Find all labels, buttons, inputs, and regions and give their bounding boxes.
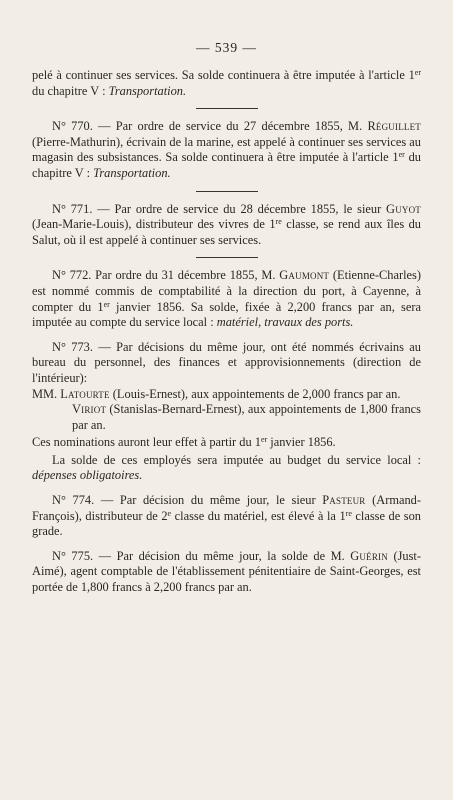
entry-773-rest1: (Louis-Ernest), aux appointements de 2,000 francs par an. bbox=[109, 386, 401, 401]
entry-775-rest: (Just-Aimé), agent comptable de l'établissement pénitentiaire de Saint-Georges, est portée de 1,800 francs à 2,200 francs par an. bbox=[32, 548, 422, 595]
entry-773-solde-text: La solde de ces employés sera imputée au budget du service local : bbox=[52, 452, 421, 467]
entry-772-rest2: janvier 1856. Sa solde, fixée à 2,200 francs par an, sera imputée au compte du service local : bbox=[32, 299, 421, 330]
entry-775-name: Guérin bbox=[350, 548, 388, 563]
entry-773-name1: Latourte bbox=[60, 386, 110, 401]
entry-773-effect-text: Ces nominations auront leur effet à partir du 1 bbox=[32, 435, 261, 450]
entry-770-name: Réguillet bbox=[367, 119, 421, 134]
entry-772-italic1: matériel bbox=[216, 315, 259, 330]
entry-773-name2: Viriot bbox=[72, 402, 107, 417]
entry-770-rest2: du chapitre V : bbox=[32, 150, 421, 180]
continuation-italic: Transportation. bbox=[108, 83, 187, 98]
entry-771-sup: re bbox=[275, 217, 282, 227]
separator-rule bbox=[196, 257, 258, 258]
entry-775-lead: N° 775. — Par décision du même jour, la solde de M. bbox=[52, 548, 351, 563]
entry-771 bbox=[32, 202, 421, 249]
entry-773-lead: N° 773. — Par décisions du même jour, ont été nommés écrivains au bureau du personnel, des finances et approvisionnements (direction de l'intérieur): bbox=[32, 339, 421, 385]
entry-774-lead: N° 774. — Par décision du même jour, le sieur bbox=[52, 493, 323, 508]
entry-774 bbox=[32, 493, 421, 540]
entry-773-solde-italic: dépenses obligatoires. bbox=[32, 468, 143, 483]
entry-774-sup2: re bbox=[345, 508, 352, 518]
entry-773-effect bbox=[32, 435, 421, 451]
entry-770-italic: Transportation. bbox=[93, 165, 171, 180]
entry-773-effect-sup: er bbox=[260, 435, 268, 445]
entry-774-rest2: classe du matériel, est élevé à la 1 bbox=[171, 508, 346, 523]
entry-772-lead: N° 772. Par ordre du 31 décembre 1855, M. bbox=[52, 268, 280, 283]
entry-774-rest3: classe de son grade. bbox=[32, 508, 421, 539]
separator-rule bbox=[196, 191, 258, 192]
entry-773-effect-text2: janvier 1856. bbox=[267, 435, 336, 450]
entry-773-viriot bbox=[32, 402, 421, 433]
page-number: — 539 — bbox=[196, 40, 257, 55]
entry-772-name: Gaumont bbox=[279, 268, 330, 283]
entry-770-lead: N° 770. — Par ordre de service du 27 décembre 1855, M. bbox=[52, 119, 368, 134]
entry-772-rest: (Etienne-Charles) est nommé commis de comptabilité à la direction du port, à Cayenne, à compter du 1 bbox=[32, 268, 422, 314]
entry-775 bbox=[32, 549, 421, 596]
entry-772-comma: , bbox=[258, 315, 265, 330]
entry-773-mm: MM. bbox=[32, 386, 61, 401]
entry-771-name: Guyot bbox=[386, 201, 421, 216]
continuation-paragraph bbox=[32, 68, 421, 99]
entry-773 bbox=[32, 340, 421, 387]
entry-773-latourte bbox=[32, 387, 421, 403]
entry-774-rest: (Armand-François), distributeur de 2 bbox=[32, 493, 421, 523]
entry-770 bbox=[32, 119, 421, 181]
entry-774-name: Pasteur bbox=[322, 493, 366, 508]
entry-770-sup: er bbox=[398, 150, 405, 160]
entry-773-rest2: (Stanislas-Bernard-Ernest), aux appointements de 1,800 francs par an. bbox=[72, 402, 421, 432]
entry-770-rest: (Pierre-Mathurin), écrivain de la marine, est appelé à continuer ses services au magasin des subsistances. Sa solde continuera à être imputée à l'article 1 bbox=[32, 134, 421, 165]
entry-773-solde bbox=[32, 453, 421, 484]
continuation-sup: er bbox=[414, 68, 421, 77]
separator-rule bbox=[196, 108, 258, 109]
entry-772-sup: er bbox=[103, 299, 110, 309]
continuation-text: pelé à continuer ses services. Sa solde continuera à être imputée à l'article 1 bbox=[32, 68, 415, 82]
entry-772-italic2: travaux des ports. bbox=[264, 315, 354, 330]
entry-771-rest2: classe, se rend aux îles du Salut, où il est appelé à continuer ses services. bbox=[32, 217, 421, 247]
entry-774-sup: e bbox=[167, 508, 172, 518]
entry-771-rest: (Jean-Marie-Louis), distributeur des vivres de 1 bbox=[32, 217, 276, 232]
entry-772 bbox=[32, 268, 421, 330]
continuation-text2: du chapitre V : bbox=[32, 83, 109, 98]
entry-771-lead: N° 771. — Par ordre de service du 28 décembre 1855, le sieur bbox=[52, 201, 387, 216]
